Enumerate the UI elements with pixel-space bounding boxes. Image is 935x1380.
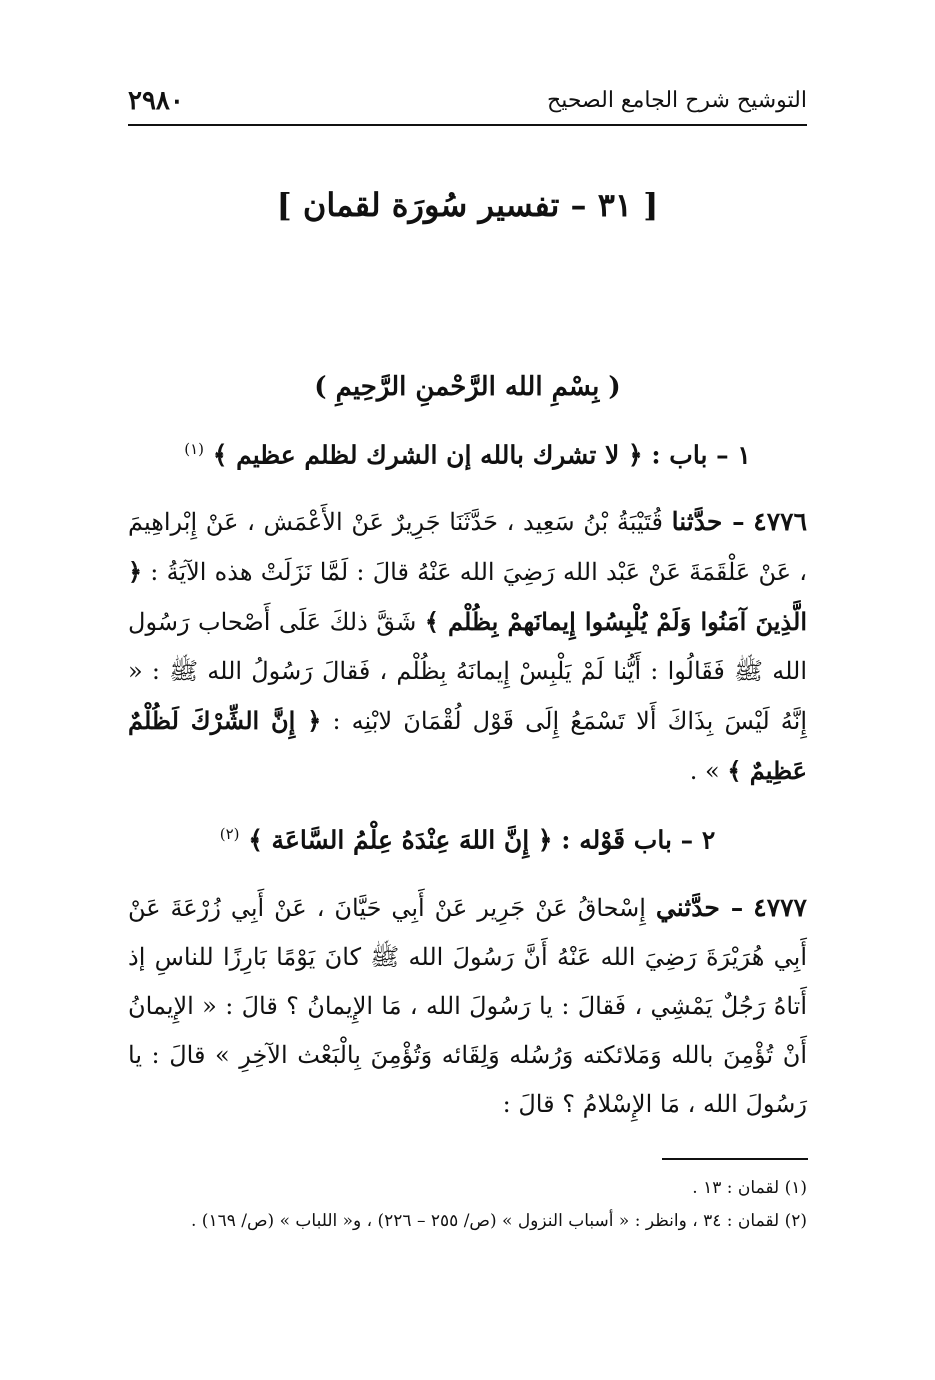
bab-heading-2-text: ٢ – باب قَوْله : ﴿ إِنَّ اللهَ عِنْدَهُ عِلْمُ السَّاعَة ﴾: [248, 825, 716, 855]
hadith-number: ٤٧٧٦: [753, 507, 807, 536]
footnote-divider: [662, 1158, 808, 1160]
running-title: التوشيح شرح الجامع الصحيح: [547, 88, 807, 113]
bab-heading-1: [128, 440, 807, 469]
footnote-ref-2: (٢): [219, 825, 240, 843]
footnote-1: (١) لقمان : ١٣ .: [692, 1178, 807, 1198]
footnote-2: (٢) لقمان : ٣٤ ، وانظر : « أسباب النزول » (ص/ ٢٥٥ – ٢٢٦) ، و« اللباب » (ص/ ١٦٩) .: [191, 1211, 807, 1231]
hadith-lead: – حدَّثنا: [671, 507, 745, 536]
quran-verse: ﴿ الَّذِينَ آمَنُوا وَلَمْ يُلْبِسُوا إِيمانَهمْ بِظُلْم ﴾: [128, 557, 808, 636]
hadith-lead: – حدَّثني: [655, 893, 744, 922]
hadith-4777: [128, 883, 807, 1129]
footnote-ref-1: (١): [184, 440, 205, 458]
chapter-title: [ ٣١ – تفسير سُورَة لقمان ]: [276, 186, 659, 224]
hadith-text: قُتَيْبَةُ بْنُ سَعِيد ، حَدَّثَنَا جَرِيرٌ عَنْ الأَعْمَش ، عَنْ إِبْراهِيمَ ، عَنْ عَلْقَمَةَ عَنْ عَبْد الله رَضِيَ الله عَنْهُ قالَ : لَمَّا نَزَلَتْ هذه الآيَةُ :: [128, 508, 807, 586]
hadith-text: شَقَّ ذلكَ عَلَى أَصْحاب رَسُول الله ﷺ فَقَالُوا : أَيُّنا لَمْ يَلْبِسْ إِيمانَهُ بِظُلْم ، فَقالَ رَسُولُ الله ﷺ : « إِنَّهُ لَيْسَ بِذَاكَ أَلا تَسْمَعُ إِلَى قَوْل لُقْمَانَ لابْنِه :: [128, 608, 808, 735]
hadith-text: إِسْحاقُ عَنْ جَرِير عَنْ أَبِي حَيَّانَ ، عَنْ أَبِي زُرْعَةَ عَنْ أَبِي هُرَيْرَةَ رَضِيَ الله عَنْهُ أَنَّ رَسُولَ الله ﷺ كانَ يَوْمًا بَارِزًا للناسِ إذ أَتاهُ رَجُلٌ يَمْشِي ، فَقالَ : يا رَسُولَ الله ، مَا الإِيمانُ ؟ قالَ : « الإِيمانُ أَنْ تُؤْمِنَ بالله وَمَلائكته وَرُسُله وَلِقَائه وَتُؤْمِنَ بِالْبَعْث الآخِرِ » قالَ : يا رَسُولَ الله ، مَا الإِسْلامُ ؟ قالَ :: [128, 894, 807, 1118]
hadith-4776: [128, 497, 807, 796]
quran-verse: ﴿ إِنَّ الشِّرْكَ لَظُلْمٌ عَظِيمٌ ﴾: [128, 706, 807, 785]
bab-heading-2: [128, 825, 807, 854]
bab-heading-1-text: ١ – باب : ﴿ لا تشرك بالله إن الشرك لظلم عظيم ﴾: [212, 440, 751, 470]
page-number: ٢٩٨٠: [128, 86, 184, 116]
basmala: ( بِسْمِ الله الرَّحْمنِ الرَّحِيمِ ): [314, 372, 621, 402]
hadith-number: ٤٧٧٧: [753, 893, 807, 922]
hadith-text-end: » .: [689, 757, 720, 785]
footnotes: [128, 1172, 807, 1238]
running-header: [128, 84, 807, 126]
